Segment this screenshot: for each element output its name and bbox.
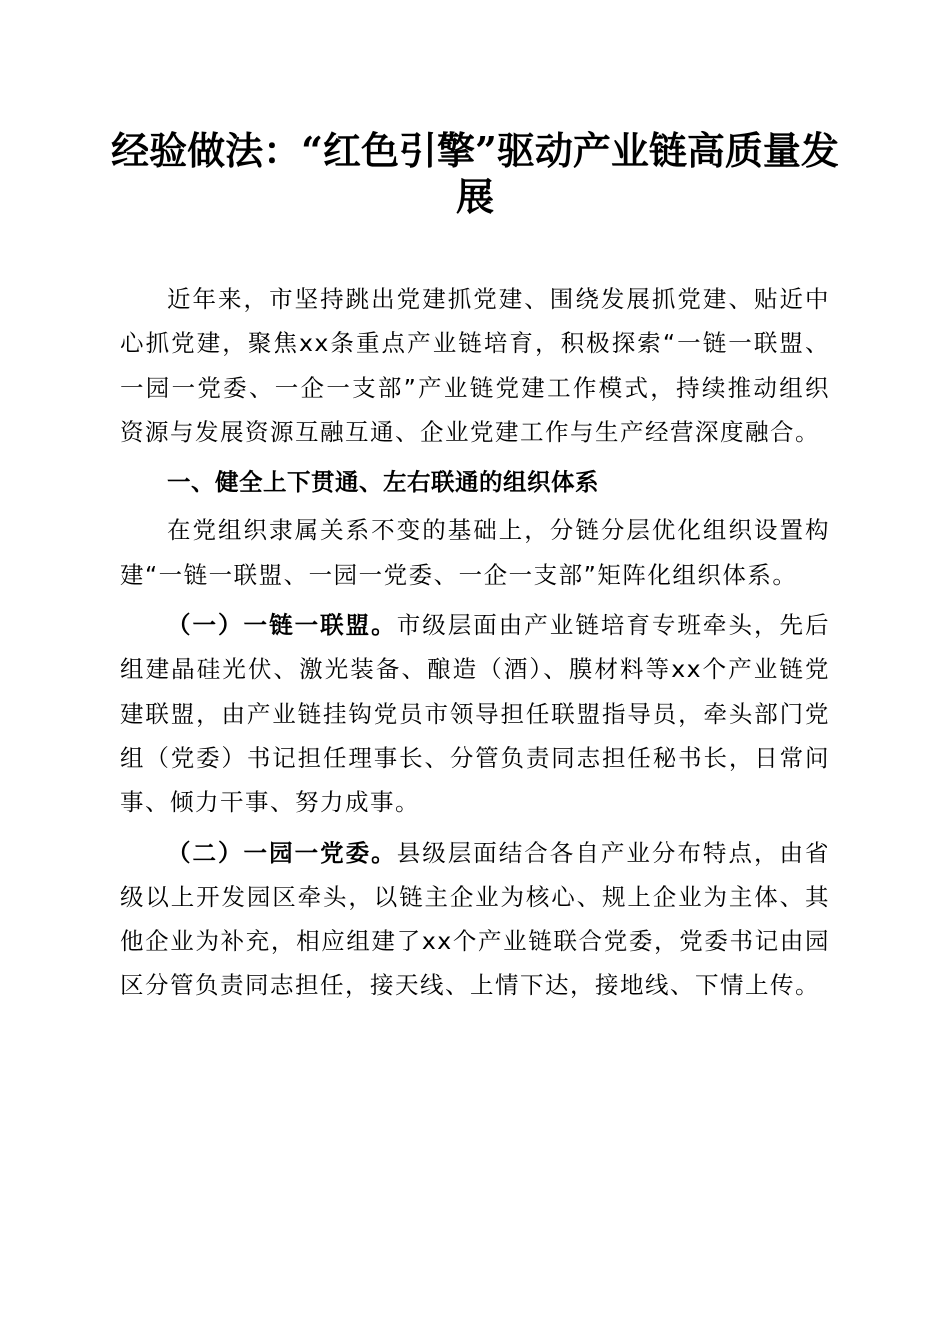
intro-paragraph: 近年来，市坚持跳出党建抓党建、围绕发展抓党建、贴近中心抓党建，聚焦xx条重点产业链培育，积极探索“一链一联盟、一园一党委、一企一支部”产业链党建工作模式，持续推动组织资源与发展资源互融互通、企业党建工作与生产经营深度融合。: [120, 285, 830, 446]
section-paragraph: 在党组织隶属关系不变的基础上，分链分层优化组织设置构建“一链一联盟、一园一党委、一企一支部”矩阵化组织体系。: [120, 516, 830, 589]
document-body: [120, 277, 830, 1014]
section-heading: 一、健全上下贯通、左右联通的组织体系: [167, 468, 599, 497]
item-text-2: 县级层面结合各自产业分布特点，由省级以上开发园区牵头，以链主企业为核心、规上企业为主体、其他企业为补充，相应组建了xx个产业链联合党委，党委书记由园区分管负责同志担任，接天线、上情下达，接地线、下情上传。: [120, 838, 831, 1000]
document-title: 经验做法：“红色引擎”驱动产业链高质量发展: [111, 128, 839, 219]
item-lead-1: （一）一链一联盟。: [167, 611, 397, 640]
item-paragraph-2: [120, 831, 830, 1008]
item-lead-2: （二）一园一党委。: [167, 838, 397, 867]
item-text-1: 市级层面由产业链培育专班牵头，先后组建晶硅光伏、激光装备、酿造（酒）、膜材料等xx个产业链党建联盟，由产业链挂钩党员市领导担任联盟指导员，牵头部门党组（党委）书记担任理事长、分管负责同志担任秘书长，日常问事、倾力干事、努力成事。: [120, 611, 831, 817]
item-paragraph-1: [120, 603, 830, 824]
